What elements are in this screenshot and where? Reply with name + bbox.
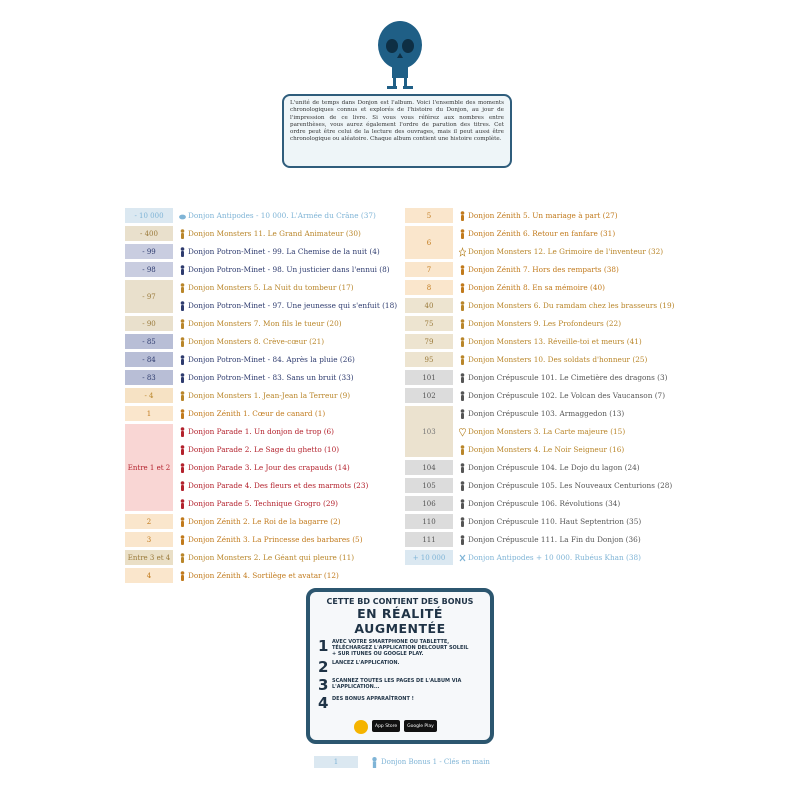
album-titles: [179, 280, 400, 313]
figure-icon: [179, 283, 186, 293]
album-entry: [459, 496, 675, 511]
album-titles: [459, 406, 675, 457]
period-number: 110: [405, 514, 453, 529]
album-entry: [179, 226, 400, 241]
period-number: 105: [405, 478, 453, 493]
bonus-album-title: Donjon Bonus 1 - Clés en main: [381, 758, 490, 766]
period-number: 1: [125, 406, 173, 421]
album-titles: [459, 370, 675, 385]
album-titles: [459, 388, 675, 403]
album-title: Donjon Zénith 5. Un mariage à part (27): [468, 211, 618, 220]
bonus-step-text: AVEC VOTRE SMARTPHONE OU TABLETTE, TÉLÉCHARGEZ L'APPLICATION DELCOURT SOLEIL + SUR ITUNES OU GOOGLE PLAY.: [332, 639, 469, 657]
period-number: 103: [405, 406, 453, 457]
figure-icon: [179, 229, 186, 239]
album-entry: [179, 334, 400, 349]
timeline-group: [405, 460, 675, 475]
album-entry: [459, 424, 675, 439]
timeline-group: [125, 352, 400, 367]
timeline-group: [125, 334, 400, 349]
album-entry: [459, 550, 675, 565]
timeline-group: [405, 550, 675, 565]
timeline-group: [125, 388, 400, 403]
timeline-group: [405, 532, 675, 547]
album-entry: [459, 262, 675, 277]
period-number: 106: [405, 496, 453, 511]
album-titles: [179, 262, 400, 277]
album-entry: [459, 334, 675, 349]
figure-icon: [179, 319, 186, 329]
album-entry: [179, 460, 400, 475]
period-number: 111: [405, 532, 453, 547]
timeline-group: [125, 406, 400, 421]
timeline-group: [125, 370, 400, 385]
store-badges: [354, 720, 437, 734]
bonus-step-3: [318, 678, 490, 693]
period-number: Entre 1 et 2: [125, 424, 173, 511]
timeline-group: [405, 226, 675, 259]
figure-icon: [459, 409, 466, 419]
album-entry: [459, 208, 675, 223]
album-title: Donjon Potron-Minet - 99. La Chemise de la nuit (4): [188, 247, 380, 256]
figure-icon: [459, 391, 466, 401]
timeline-group: [405, 262, 675, 277]
album-titles: [459, 550, 675, 565]
album-title: Donjon Monsters 6. Du ramdam chez les brasseurs (19): [468, 301, 675, 310]
figure-icon: [459, 445, 466, 455]
period-number: 6: [405, 226, 453, 259]
bonus-step-text: DES BONUS APPARAÎTRONT !: [332, 696, 414, 702]
figure-icon: [459, 535, 466, 545]
figure-icon: [459, 301, 466, 311]
figure-icon: [179, 301, 186, 311]
period-number: 75: [405, 316, 453, 331]
album-titles: [459, 478, 675, 493]
cross-icon: [459, 553, 466, 563]
album-titles: [459, 352, 675, 367]
bonus-step-number: 4: [318, 694, 329, 712]
album-entry: [459, 406, 675, 421]
album-title: Donjon Monsters 7. Mon fils le tueur (20): [188, 319, 342, 328]
figure-icon: [179, 265, 186, 275]
figure-icon: [179, 481, 186, 491]
timeline-group: [125, 514, 400, 529]
figure-icon: [179, 337, 186, 347]
album-titles: [179, 388, 400, 403]
timeline-group: [125, 208, 400, 223]
figure-icon: [459, 337, 466, 347]
figure-icon: [459, 283, 466, 293]
figure-icon: [179, 463, 186, 473]
album-entry: [459, 352, 675, 367]
period-number: - 98: [125, 262, 173, 277]
album-title: Donjon Monsters 8. Crève-cœur (21): [188, 337, 325, 346]
google-play-badge[interactable]: Google Play: [404, 720, 437, 732]
bonus-album-row: [314, 756, 490, 768]
period-number: 5: [405, 208, 453, 223]
period-number: 101: [405, 370, 453, 385]
album-titles: [179, 568, 400, 583]
album-entry: [179, 514, 400, 529]
album-title: Donjon Potron-Minet - 84. Après la pluie (26): [188, 355, 355, 364]
album-titles: [179, 370, 400, 385]
period-number: 4: [125, 568, 173, 583]
album-title: Donjon Crépuscule 110. Haut Septentrion (35): [468, 517, 642, 526]
album-entry: [179, 406, 400, 421]
figure-icon: [179, 499, 186, 509]
album-title: Donjon Zénith 6. Retour en fanfare (31): [468, 229, 616, 238]
album-titles: [179, 226, 400, 241]
bonus-step-2: [318, 660, 490, 675]
timeline-group: [125, 568, 400, 583]
cloud-icon: [179, 211, 186, 221]
album-title: Donjon Crépuscule 104. Le Dojo du lagon (24): [468, 463, 640, 472]
album-title: Donjon Monsters 2. Le Géant qui pleure (11): [188, 553, 355, 562]
album-titles: [459, 496, 675, 511]
timeline-group: [125, 244, 400, 259]
album-entry: [459, 460, 675, 475]
album-title: Donjon Monsters 9. Les Profondeurs (22): [468, 319, 622, 328]
bonus-step-number: 3: [318, 676, 329, 694]
album-title: Donjon Potron-Minet - 98. Un justicier dans l'ennui (8): [188, 265, 390, 274]
timeline-group: [405, 370, 675, 385]
intro-box: [282, 94, 512, 168]
period-number: 7: [405, 262, 453, 277]
album-title: Donjon Crépuscule 106. Révolutions (34): [468, 499, 621, 508]
timeline-group: [405, 298, 675, 313]
figure-icon: [179, 409, 186, 419]
bonus-step-4: [318, 696, 490, 711]
timeline-group: [405, 208, 675, 223]
album-titles: [459, 316, 675, 331]
album-titles: [459, 262, 675, 277]
period-number: 40: [405, 298, 453, 313]
timeline-group: [405, 280, 675, 295]
figure-icon: [459, 463, 466, 473]
album-entry: [179, 478, 400, 493]
album-entry: [459, 298, 675, 313]
album-entry: [179, 532, 400, 547]
skull-logo: [375, 20, 425, 92]
timeline-group: [405, 514, 675, 529]
album-entry: [179, 370, 400, 385]
album-title: Donjon Zénith 2. Le Roi de la bagarre (2): [188, 517, 341, 526]
period-number: - 10 000: [125, 208, 173, 223]
album-titles: [179, 244, 400, 259]
album-title: Donjon Zénith 3. La Princesse des barbares (5): [188, 535, 363, 544]
bonus-step-number: 1: [318, 637, 329, 655]
album-titles: [179, 208, 400, 223]
period-number: - 4: [125, 388, 173, 403]
album-title: Donjon Crépuscule 105. Les Nouveaux Centurions (28): [468, 481, 673, 490]
album-entry: [179, 316, 400, 331]
album-entry: [179, 496, 400, 511]
figure-icon: [459, 499, 466, 509]
album-title: Donjon Monsters 13. Réveille-toi et meurs (41): [468, 337, 642, 346]
album-entry: [459, 388, 675, 403]
figure-icon: [459, 229, 466, 239]
album-entry: [179, 262, 400, 277]
album-title: Donjon Monsters 1. Jean-Jean la Terreur (9): [188, 391, 351, 400]
timeline-group: [125, 262, 400, 277]
period-number: - 97: [125, 280, 173, 313]
album-title: Donjon Antipodes - 10 000. L'Armée du Crâne (37): [188, 211, 376, 220]
timeline-right-column: [405, 208, 675, 568]
album-entry: [179, 352, 400, 367]
timeline-group: [405, 478, 675, 493]
timeline-group: [405, 496, 675, 511]
period-number: 79: [405, 334, 453, 349]
album-titles: [459, 280, 675, 295]
figure-icon: [179, 517, 186, 527]
album-title: Donjon Crépuscule 101. Le Cimetière des dragons (3): [468, 373, 668, 382]
album-titles: [459, 460, 675, 475]
album-title: Donjon Parade 3. Le Jour des crapauds (14): [188, 463, 350, 472]
album-title: Donjon Potron-Minet - 97. Une jeunesse qui s'enfuit (18): [188, 301, 398, 310]
album-title: Donjon Zénith 7. Hors des remparts (38): [468, 265, 619, 274]
album-entry: [179, 244, 400, 259]
album-entry: [459, 370, 675, 385]
heart-icon: [459, 427, 466, 437]
period-number: 102: [405, 388, 453, 403]
album-title: Donjon Potron-Minet - 83. Sans un bruit (33): [188, 373, 354, 382]
album-entry: [459, 532, 675, 547]
album-entry: [459, 514, 675, 529]
album-title: Donjon Monsters 10. Des soldats d'honneur (25): [468, 355, 648, 364]
soleil-logo-icon: [354, 720, 368, 734]
timeline-group: [125, 226, 400, 241]
figure-icon: [459, 481, 466, 491]
period-number: - 400: [125, 226, 173, 241]
album-title: Donjon Crépuscule 103. Armaggedon (13): [468, 409, 625, 418]
figure-icon: [459, 373, 466, 383]
figure-icon: [459, 319, 466, 329]
album-title: Donjon Parade 1. Un donjon de trop (6): [188, 427, 335, 436]
app-store-badge[interactable]: App Store: [372, 720, 400, 732]
album-title: Donjon Monsters 4. Le Noir Seigneur (16): [468, 445, 625, 454]
period-number: - 90: [125, 316, 173, 331]
ar-bonus-panel: [306, 588, 494, 744]
timeline-group: [405, 352, 675, 367]
period-number: 2: [125, 514, 173, 529]
album-titles: [179, 424, 400, 511]
figure-icon: [179, 247, 186, 257]
album-title: Donjon Parade 2. Le Sage du ghetto (10): [188, 445, 340, 454]
album-titles: [179, 334, 400, 349]
album-titles: [179, 406, 400, 421]
album-title: Donjon Parade 4. Des fleurs et des marmots (23): [188, 481, 369, 490]
period-number: - 85: [125, 334, 173, 349]
album-title: Donjon Monsters 11. Le Grand Animateur (30): [188, 229, 361, 238]
period-number: - 84: [125, 352, 173, 367]
album-titles: [179, 514, 400, 529]
timeline-group: [125, 532, 400, 547]
figure-icon: [179, 535, 186, 545]
album-entry: [459, 478, 675, 493]
album-title: Donjon Zénith 8. En sa mémoire (40): [468, 283, 606, 292]
bonus-step-text: LANCEZ L'APPLICATION.: [332, 660, 400, 666]
timeline-group: [125, 280, 400, 313]
bonus-step-text: SCANNEZ TOUTES LES PAGES DE L'ALBUM VIA L'APPLICATION...: [332, 678, 462, 690]
album-entry: [459, 226, 675, 241]
album-title: Donjon Monsters 12. Le Grimoire de l'inventeur (32): [468, 247, 664, 256]
timeline-group: [405, 388, 675, 403]
album-entry: [459, 316, 675, 331]
figure-icon: [179, 391, 186, 401]
period-number: 95: [405, 352, 453, 367]
period-number: - 83: [125, 370, 173, 385]
album-titles: [459, 208, 675, 223]
album-titles: [459, 532, 675, 547]
timeline-group: [125, 424, 400, 511]
album-title: Donjon Crépuscule 111. La Fin du Donjon (36): [468, 535, 641, 544]
figure-icon: [459, 211, 466, 221]
figure-icon: [459, 355, 466, 365]
album-titles: [459, 334, 675, 349]
timeline-group: [405, 334, 675, 349]
bonus-heading-large: EN RÉALITÉ AUGMENTÉE: [354, 606, 446, 636]
bonus-step-1: [318, 639, 490, 657]
bonus-album-number: 1: [314, 756, 358, 768]
album-entry: [459, 280, 675, 295]
figure-icon: [179, 553, 186, 563]
figure-icon: [179, 427, 186, 437]
album-title: Donjon Monsters 5. La Nuit du tombeur (17): [188, 283, 354, 292]
timeline-left-column: [125, 208, 400, 586]
album-title: Donjon Zénith 4. Sortilège et avatar (12): [188, 571, 339, 580]
album-title: Donjon Crépuscule 102. Le Volcan des Vaucanson (7): [468, 391, 666, 400]
figure-icon: [179, 445, 186, 455]
figure-icon: [179, 373, 186, 383]
album-titles: [459, 298, 675, 313]
album-titles: [179, 550, 400, 565]
album-entry: [179, 550, 400, 565]
album-entry: [459, 442, 675, 457]
album-titles: [179, 352, 400, 367]
album-entry: [179, 208, 400, 223]
album-titles: [179, 316, 400, 331]
album-title: Donjon Antipodes + 10 000. Rubéus Khan (38): [468, 553, 642, 562]
album-entry: [179, 442, 400, 457]
period-number: - 99: [125, 244, 173, 259]
album-entry: [179, 280, 400, 295]
album-titles: [459, 514, 675, 529]
bonus-heading-small: CETTE BD CONTIENT DES BONUS: [326, 597, 474, 606]
figure-icon: [179, 355, 186, 365]
album-title: Donjon Monsters 3. La Carte majeure (15): [468, 427, 626, 436]
album-titles: [459, 226, 675, 259]
album-entry: [179, 388, 400, 403]
figure-icon: [459, 265, 466, 275]
star-icon: [459, 247, 466, 257]
period-number: 3: [125, 532, 173, 547]
figure-icon: [370, 757, 379, 768]
intro-text: L'unité de temps dans Donjon est l'album. Voici l'ensemble des moments chronologiques connus et explorés de l'histoire du Donjon, au jour de l'impression de ce livre. Si vous vous référez aux nombres entre parenthèses, vous aurez également l'ordre de parution des titres. Cet ordre peut être celui de la lecture des ouvrages, mais il peut aussi être chronologique ou aléatoire. Chaque album contient une histoire complète.: [290, 100, 504, 143]
period-number: 104: [405, 460, 453, 475]
period-number: + 10 000: [405, 550, 453, 565]
album-entry: [179, 298, 400, 313]
figure-icon: [459, 517, 466, 527]
timeline-group: [405, 316, 675, 331]
album-title: Donjon Parade 5. Technique Grogro (29): [188, 499, 338, 508]
period-number: 8: [405, 280, 453, 295]
timeline-group: [125, 550, 400, 565]
figure-icon: [179, 571, 186, 581]
timeline-group: [405, 406, 675, 457]
bonus-step-number: 2: [318, 658, 329, 676]
album-entry: [179, 568, 400, 583]
album-entry: [179, 424, 400, 439]
album-title: Donjon Zénith 1. Cœur de canard (1): [188, 409, 326, 418]
album-entry: [459, 244, 675, 259]
timeline-group: [125, 316, 400, 331]
album-titles: [179, 532, 400, 547]
period-number: Entre 3 et 4: [125, 550, 173, 565]
